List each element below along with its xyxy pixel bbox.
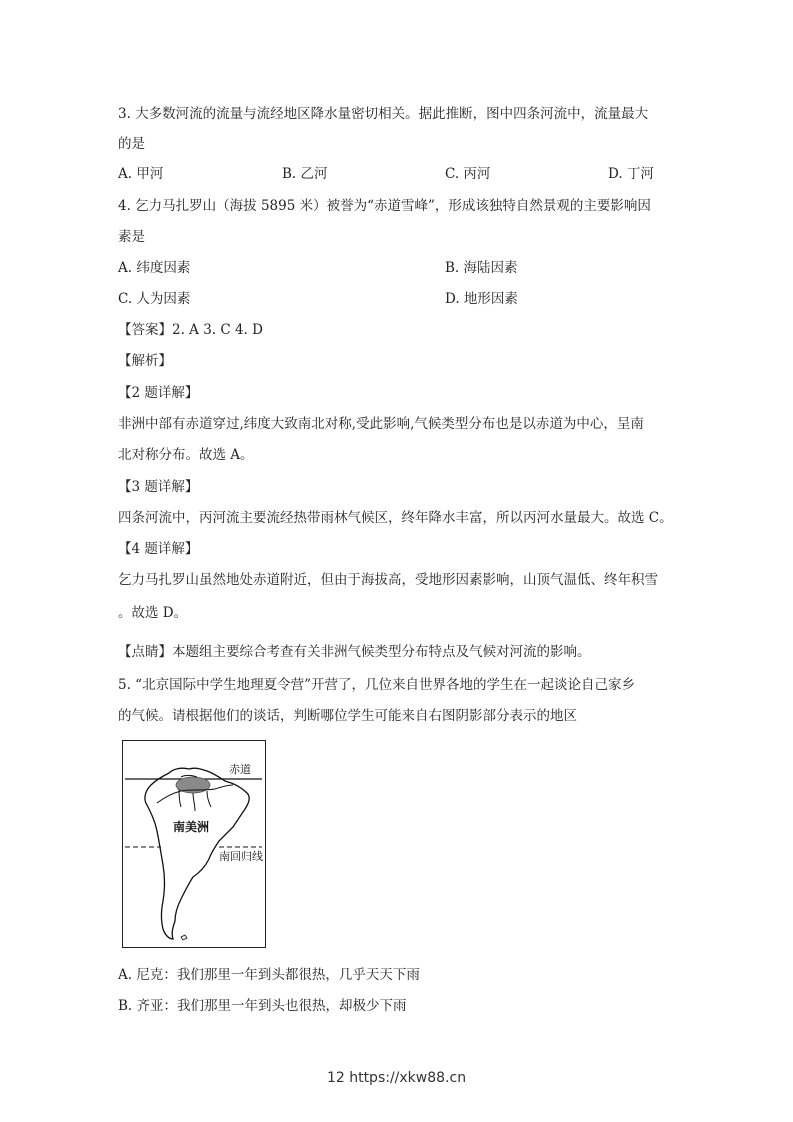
- detail-4-heading: 【4 题详解】: [118, 541, 199, 557]
- q4-option-d: D. 地形因素: [445, 291, 518, 307]
- analysis-heading: 【解析】: [118, 353, 172, 369]
- continent-label: 南美洲: [173, 820, 210, 834]
- detail-4-line1: 乞力马扎罗山虽然地处赤道附近，但由于海拔高，受地形因素影响，山顶气温低、终年积雪: [118, 572, 658, 588]
- island: [181, 935, 187, 940]
- q4-option-b: B. 海陆因素: [445, 260, 518, 276]
- q5-stem-line2: 的气候。请根据他们的谈话，判断哪位学生可能来自右图阴影部分表示的地区: [118, 708, 577, 724]
- q4-option-a: A. 纬度因素: [118, 260, 191, 276]
- q4-stem-line1: 4. 乞力马扎罗山（海拔 5895 米）被誉为“赤道雪峰”，形成该独特自然景观的主要影响因: [118, 198, 651, 214]
- q5-option-a: A. 尼克：我们那里一年到头都很热，几乎天天下雨: [118, 967, 420, 983]
- q4-option-c: C. 人为因素: [118, 291, 191, 307]
- q3-option-c: C. 丙河: [445, 166, 491, 182]
- answer-line: 【答案】2. A 3. C 4. D: [118, 322, 263, 338]
- q3-option-d: D. 丁河: [608, 166, 654, 182]
- detail-2-heading: 【2 题详解】: [118, 385, 199, 401]
- detail-2-line2: 北对称分布。故选 A。: [118, 447, 254, 463]
- q3-stem-line2: 的是: [118, 136, 145, 152]
- page-footer: 12 https://xkw88.cn: [326, 1070, 467, 1086]
- detail-3-line1: 四条河流中，丙河流主要流经热带雨林气候区，终年降水丰富，所以丙河水量最大。故选 C。: [118, 510, 673, 526]
- south-america-map: [122, 740, 266, 948]
- equator-label: 赤道: [229, 763, 251, 776]
- river-tributary-2: [193, 793, 195, 811]
- tropic-label: 南回归线: [219, 850, 263, 863]
- detail-3-heading: 【3 题详解】: [118, 479, 199, 495]
- detail-2-line1: 非洲中部有赤道穿过,纬度大致南北对称,受此影响,气候类型分布也是以赤道为中心，呈南: [118, 416, 644, 432]
- river-tributary-3: [207, 791, 211, 807]
- q5-stem-line1: 5. “北京国际中学生地理夏令营”开营了，几位来自世界各地的学生在一起谈论自己家乡: [118, 677, 635, 693]
- q3-option-a: A. 甲河: [118, 166, 164, 182]
- detail-4-line2: 。故选 D。: [118, 605, 188, 621]
- q3-stem-line1: 3. 大多数河流的流量与流经地区降水量密切相关。据此推断，图中四条河流中，流量最大: [118, 106, 649, 122]
- q3-option-b: B. 乙河: [282, 166, 328, 182]
- river-orinoco: [181, 776, 197, 778]
- comment-line: 【点睛】本题组主要综合考查有关非洲气候类型分布特点及气候对河流的影响。: [118, 644, 591, 660]
- q5-option-b: B. 齐亚：我们那里一年到头也很热，却极少下雨: [118, 998, 407, 1014]
- q4-stem-line2: 素是: [118, 229, 145, 245]
